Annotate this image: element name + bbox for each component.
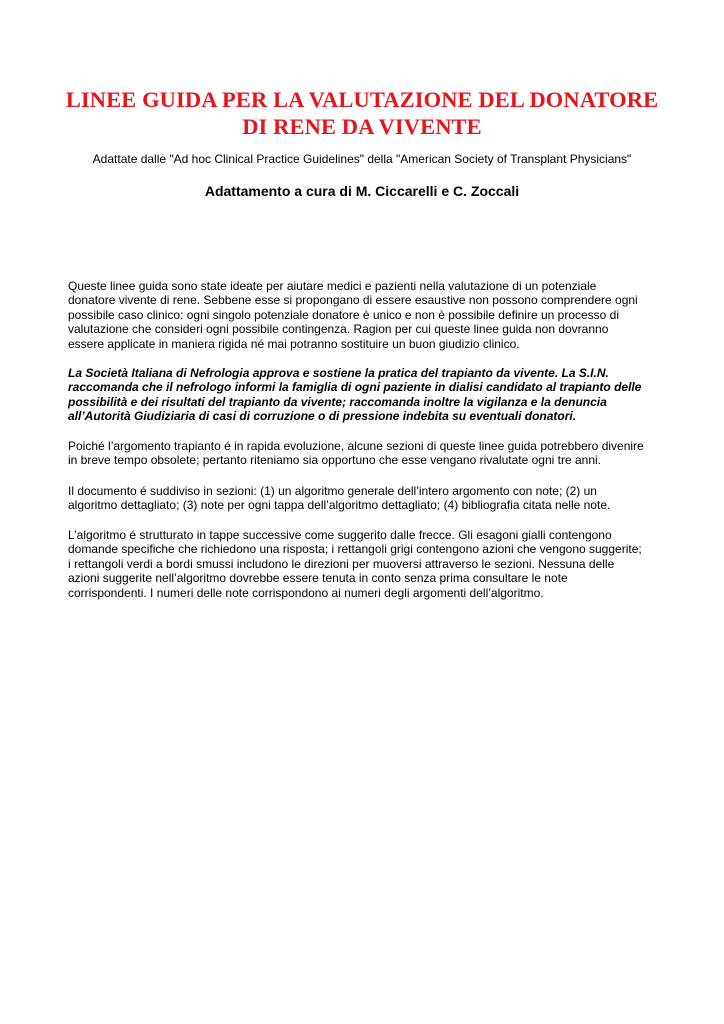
text-line: L’algoritmo é strutturato in tappe successive come suggerito dalle frecce. Gli esagoni gialli contengono [68, 528, 612, 542]
text-line: corrispondenti. I numeri delle note corrispondono ai numeri degli argomenti dell’algoritmo. [68, 585, 544, 600]
paragraph-sin-statement [68, 366, 658, 424]
title-line: DI RENE DA VIVENTE [242, 114, 482, 139]
text-line: Queste linee guida sono state ideate per aiutare medici e pazienti nella valutazione di un potenziale [68, 279, 597, 293]
text-line: Il documento é suddiviso in sezioni: (1) un algoritmo generale dell’intero argomento con note; (2) un [68, 484, 597, 498]
text-line: azioni suggerite nell’algoritmo dovrebbe essere tenuta in conto senza prima consultare le note [68, 571, 568, 586]
text-line: domande specifiche che richiedono una risposta; i rettangoli grigi contengono azioni che vengono suggerite; [68, 542, 642, 557]
document-subtitle: Adattate dalle "Ad hoc Clinical Practice Guidelines" della "American Society of Transplant Physicians" [92, 152, 632, 166]
text-line: donatore vivente di rene. Sebbene esse si propongano di essere esaustive non possono comprendere ogni [68, 293, 638, 308]
text-line: possibilità e dei risultati del trapianto da vivente; raccomanda inoltre la vigilanza e la denuncia [68, 394, 607, 409]
adaptation-credit: Adattamento a cura di M. Ciccarelli e C. Zoccali [204, 183, 520, 199]
title-line: LINEE GUIDA PER LA VALUTAZIONE DEL DONATORE [65, 87, 659, 112]
paragraph-revision [68, 439, 658, 468]
text-line: essere applicate in maniera rigida né mai potranno sostituire un buon giudizio clinico. [68, 336, 520, 351]
text-line: algoritmo dettagliato; (3) note per ogni tappa dell’algoritmo dettagliato; (4) bibliografia citata nelle note. [68, 498, 611, 513]
text-line: Poiché l’argomento trapianto é in rapida evoluzione, alcune sezioni di queste linee guida potrebbero divenire [68, 439, 644, 453]
paragraph-sections [68, 484, 658, 513]
text-line: possibile caso clinico: ogni singolo potenziale donatore è unico e non è possibile definire un processo di [68, 307, 620, 322]
paragraph-introduction [68, 279, 658, 351]
text-line: i rettangoli verdi a bordi smussi includono le direzioni per muoversi attraverso le sezioni. Nessuna delle [68, 556, 615, 571]
text-line: in breve tempo obsolete; pertanto riteniamo sia opportuno che esse vengano rivalutate ogni tre anni. [68, 453, 602, 468]
document-title [40, 86, 684, 140]
text-line: all’Autorità Giudiziaria di casi di corruzione o di pressione indebita su eventuali donatori. [68, 409, 577, 424]
text-line: raccomanda che il nefrologo informi la famiglia di ogni paziente in dialisi candidato al trapianto delle [68, 380, 642, 395]
text-line: La Società Italiana di Nefrologia approva e sostiene la pratica del trapianto da vivente. La S.I.N. [68, 366, 609, 380]
paragraph-algorithm [68, 528, 658, 600]
text-line: valutazione che consideri ogni possibile contingenza. Ragion per cui queste linee guida non dovranno [68, 322, 609, 337]
